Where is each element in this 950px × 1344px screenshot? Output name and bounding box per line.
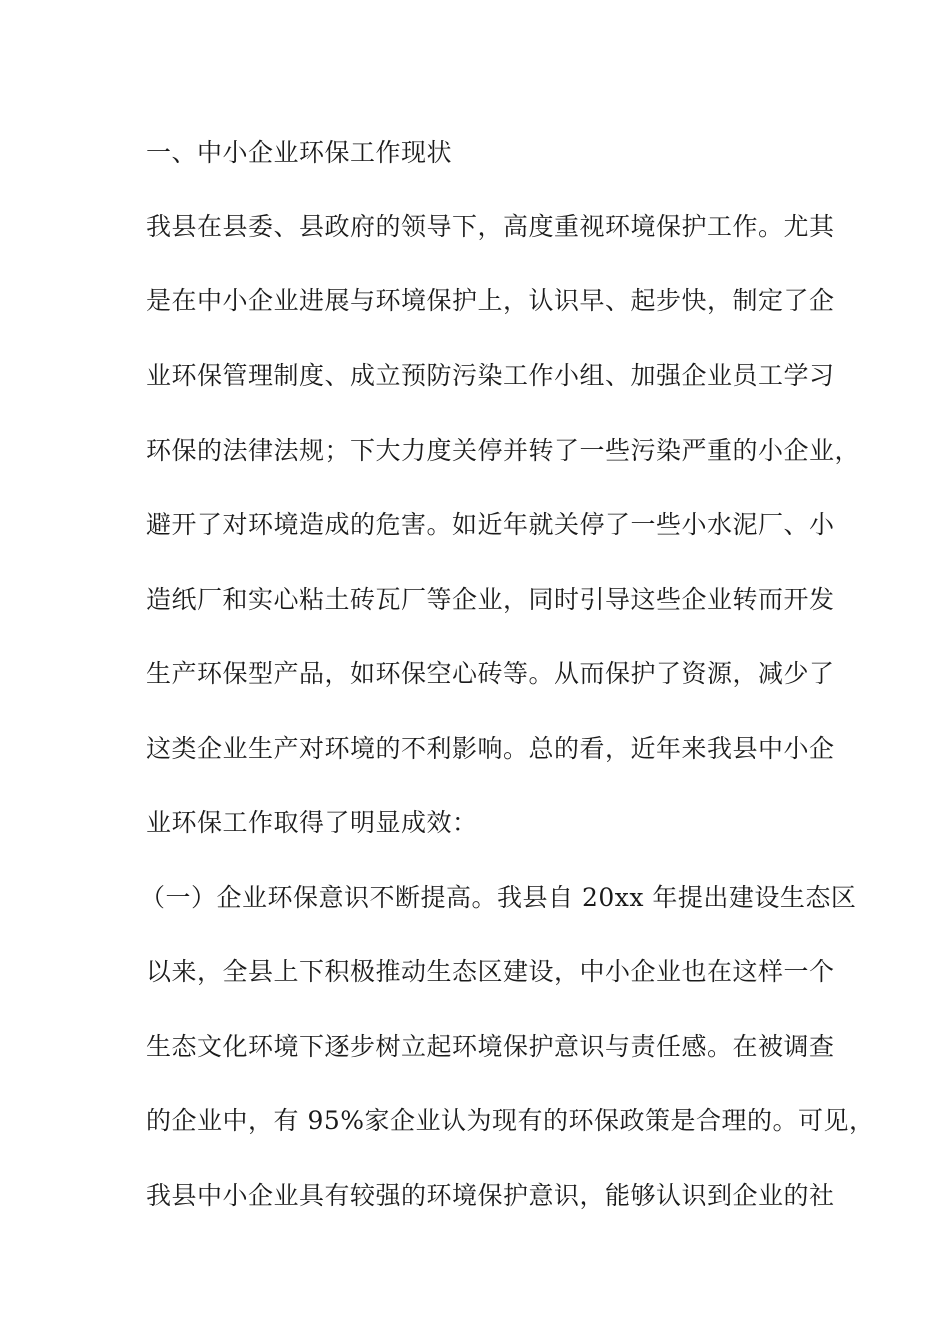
paragraph-line: 生产环保型产品，如环保空心砖等。从而保护了资源，减少了 <box>146 659 835 688</box>
paragraph-line: 我县在县委、县政府的领导下，高度重视环境保护工作。尤其 <box>146 212 835 241</box>
paragraph-line: 环保的法律法规；下大力度关停并转了一些污染严重的小企业， <box>146 436 861 465</box>
paragraph-line: 我县中小企业具有较强的环境保护意识，能够认识到企业的社 <box>146 1181 835 1210</box>
paragraph-line: 避开了对环境造成的危害。如近年就关停了一些小水泥厂、小 <box>146 510 835 539</box>
subsection-heading-line: （一）企业环保意识不断提高。我县自 20xx 年提出建设生态区 <box>140 883 857 912</box>
paragraph-line: 造纸厂和实心粘土砖瓦厂等企业，同时引导这些企业转而开发 <box>146 585 835 614</box>
paragraph-line: 以来，全县上下积极推动生态区建设，中小企业也在这样一个 <box>146 957 835 986</box>
paragraph-line: 业环保管理制度、成立预防污染工作小组、加强企业员工学习 <box>146 361 835 390</box>
paragraph-line: 这类企业生产对环境的不利影响。总的看，近年来我县中小企 <box>146 734 835 763</box>
paragraph-line: 的企业中，有 95%家企业认为现有的环保政策是合理的。可见， <box>146 1106 875 1135</box>
paragraph-line: 是在中小企业进展与环境保护上，认识早、起步快，制定了企 <box>146 286 835 315</box>
section-heading: 一、中小企业环保工作现状 <box>146 138 453 167</box>
paragraph-line: 生态文化环境下逐步树立起环境保护意识与责任感。在被调查 <box>146 1032 835 1061</box>
paragraph-line: 业环保工作取得了明显成效： <box>146 808 478 837</box>
